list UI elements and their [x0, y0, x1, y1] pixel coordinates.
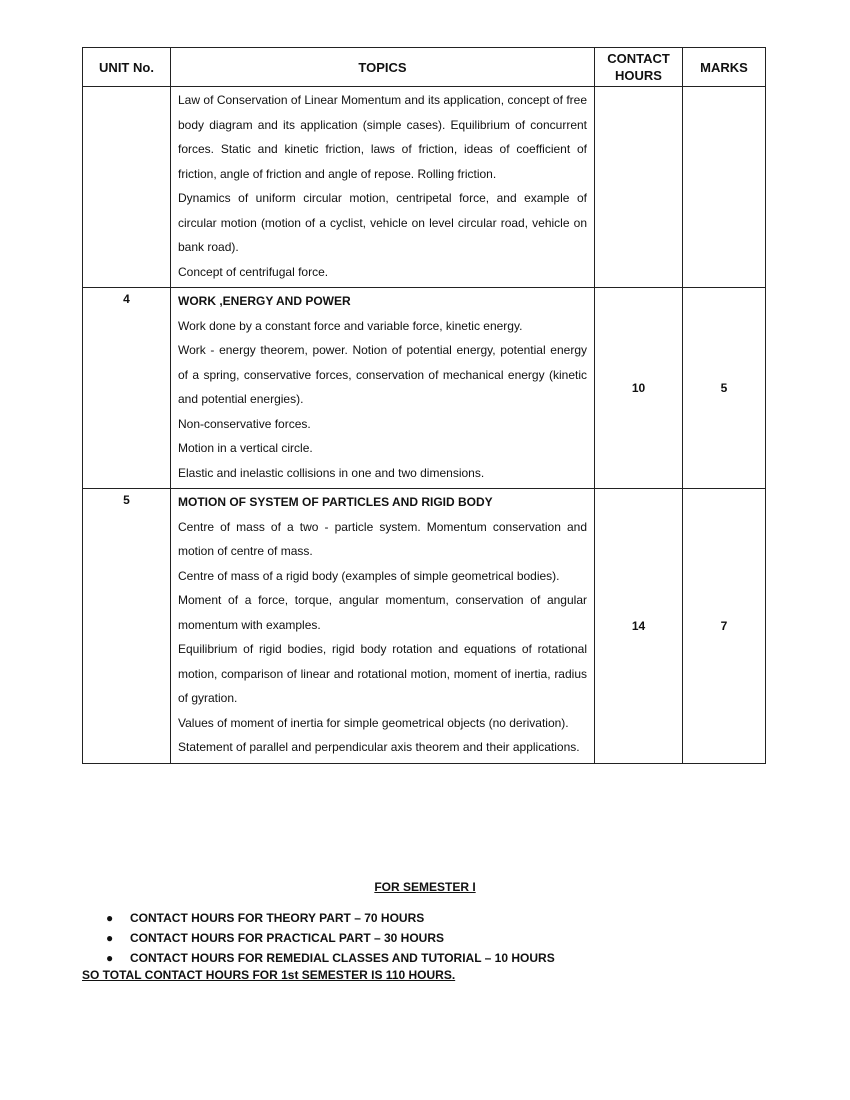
topic-paragraph: Elastic and inelastic collisions in one and two dimensions. [178, 465, 485, 480]
header-unit-no: UNIT No. [83, 48, 171, 87]
list-item-text: CONTACT HOURS FOR PRACTICAL PART – 30 HOURS [130, 931, 445, 945]
unit-cell [83, 87, 171, 288]
marks-cell: 7 [683, 489, 766, 764]
topic-paragraph: Values of moment of inertia for simple geometrical objects (no derivation). [178, 715, 569, 730]
marks-cell [683, 87, 766, 288]
topic-paragraph: Statement of parallel and perpendicular axis theorem and their applications. [178, 740, 580, 754]
topic-paragraph: Moment of a force, torque, angular momentum, conservation of angular momentum with examples. [178, 593, 587, 632]
table-row [83, 87, 766, 288]
topics-cell [171, 87, 595, 288]
unit-cell: 5 [83, 489, 171, 764]
topic-paragraph: Work - energy theorem, power. Notion of potential energy, potential energy of a spring, conservative forces, conservation of mechanical energy (kinetic and potential energies). [178, 343, 587, 406]
list-item [106, 908, 555, 928]
contact-hours-cell: 10 [595, 288, 683, 489]
table-row [83, 489, 766, 764]
header-contact-line2: HOURS [615, 68, 662, 83]
list-item [106, 948, 555, 968]
unit-heading: WORK ,ENERGY AND POWER [178, 294, 351, 308]
topic-paragraph: Concept of centrifugal force. [178, 264, 329, 279]
contact-hours-cell [595, 87, 683, 288]
table-row [83, 288, 766, 489]
topics-cell [171, 288, 595, 489]
topics-cell [171, 489, 595, 764]
list-item [106, 928, 555, 948]
contact-hours-cell: 14 [595, 489, 683, 764]
topic-paragraph: Centre of mass of a two - particle system. Momentum conservation and motion of centre of mass. [178, 519, 587, 558]
semester-title: FOR SEMESTER I [374, 880, 476, 894]
total-contact-hours: SO TOTAL CONTACT HOURS FOR 1st SEMESTER IS 110 HOURS. [82, 968, 456, 982]
bullet-dot-icon: ● [106, 911, 114, 925]
unit-cell: 4 [83, 288, 171, 489]
header-topics: TOPICS [171, 48, 595, 87]
topic-paragraph: Non-conservative forces. [178, 416, 311, 431]
list-item-text: CONTACT HOURS FOR THEORY PART – 70 HOURS [130, 911, 425, 925]
contact-hours-list [106, 908, 555, 968]
unit-heading: MOTION OF SYSTEM OF PARTICLES AND RIGID BODY [178, 495, 493, 509]
topic-paragraph: Equilibrium of rigid bodies, rigid body rotation and equations of rotational motion, comparison of linear and rotational motion, moment of inertia, radius of gyration. [178, 642, 587, 705]
topic-paragraph: Dynamics of uniform circular motion, centripetal force, and example of circular motion (motion of a cyclist, vehicle on level circular road, vehicle on bank road). [178, 191, 587, 254]
syllabus-table [82, 47, 766, 764]
header-marks: MARKS [683, 48, 766, 87]
list-item-text: CONTACT HOURS FOR REMEDIAL CLASSES AND TUTORIAL – 10 HOURS [130, 951, 555, 965]
topic-paragraph: Work done by a constant force and variable force, kinetic energy. [178, 318, 523, 333]
header-contact-hours [595, 48, 683, 87]
table-header-row [83, 48, 766, 87]
topic-paragraph: Centre of mass of a rigid body (examples of simple geometrical bodies). [178, 568, 560, 583]
topic-paragraph: Motion in a vertical circle. [178, 441, 313, 455]
topic-paragraph: Law of Conservation of Linear Momentum and its application, concept of free body diagram and its application (simple cases). Equilibrium of concurrent forces. Static and kinetic friction, laws of friction, ideas of coefficient of friction, angle of friction and angle of repose. Rolling friction. [178, 93, 587, 181]
marks-cell: 5 [683, 288, 766, 489]
bullet-dot-icon: ● [106, 951, 114, 965]
bullet-dot-icon: ● [106, 931, 114, 945]
header-contact-line1: CONTACT [607, 51, 670, 66]
